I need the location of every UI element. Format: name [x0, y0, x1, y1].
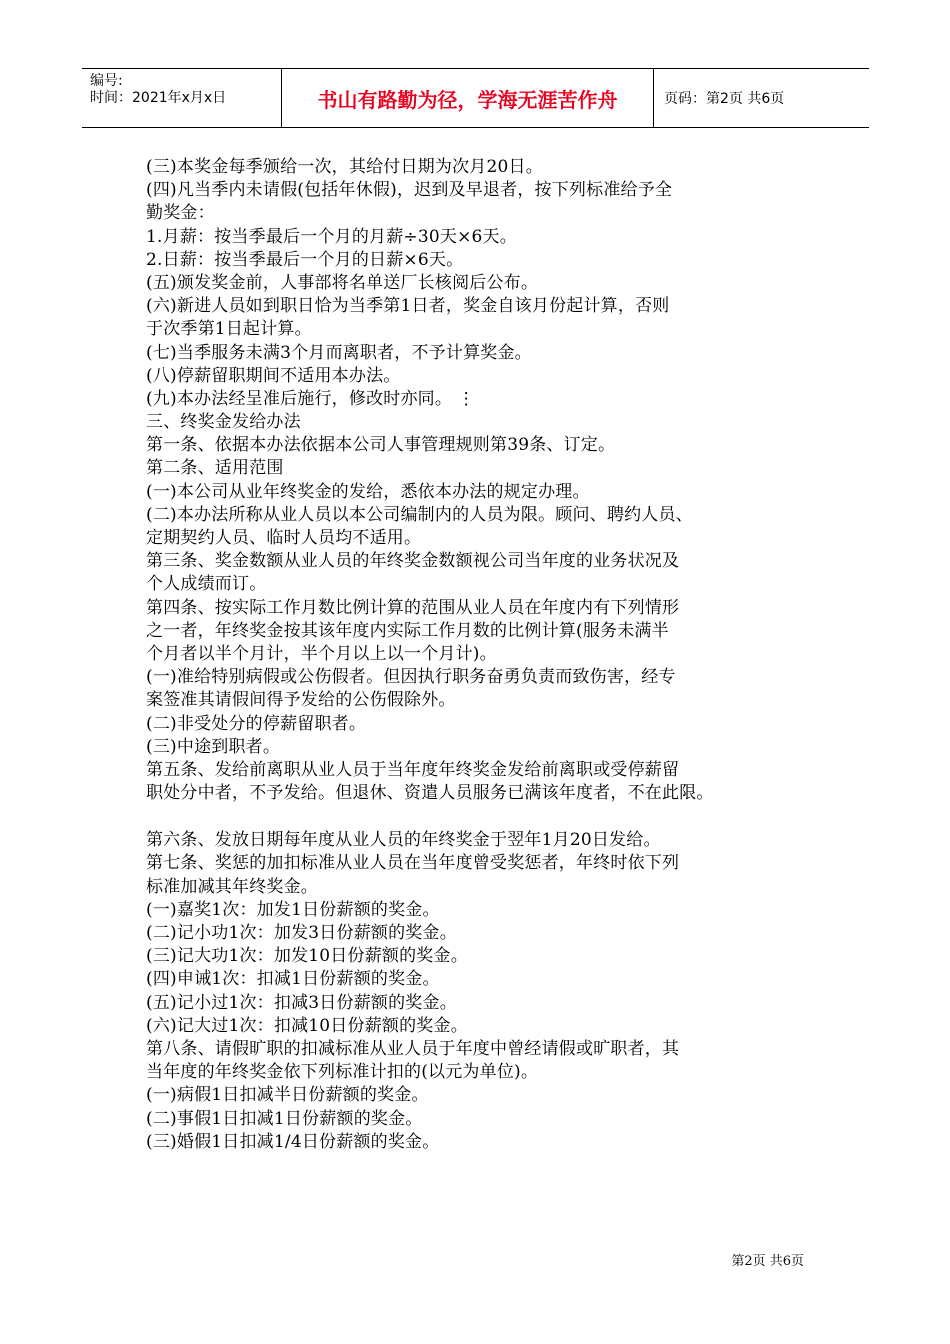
text-block-b: [146, 829, 816, 1154]
text-line: 个人成绩而订。: [146, 574, 267, 595]
text-line: 第五条、发给前离职从业人员于当年度年终奖金发给前离职或受停薪留: [146, 759, 680, 780]
text-line: (三)婚假1日扣减1/4日份薪额的奖金。: [146, 1131, 440, 1152]
text-line: (三)中途到职者。: [146, 736, 281, 757]
text-line: (一)嘉奖1次：加发1日份薪额的奖金。: [146, 899, 440, 920]
text-line: 个月者以半个月计，半个月以上以一个月计)。: [146, 643, 497, 664]
text-line: 2.日薪：按当季最后一个月的日薪×6天。: [146, 249, 464, 270]
text-block-a: [146, 156, 816, 805]
text-line: (四)凡当季内未请假(包括年休假)，迟到及早退者，按下列标准给予全: [146, 180, 673, 201]
header-meta: [82, 69, 282, 127]
text-line: 于次季第1日起计算。: [146, 319, 312, 340]
text-line: (二)本办法所称从业人员以本公司编制内的人员为限。顾问、聘约人员、: [146, 504, 693, 525]
text-line: (九)本办法经呈准后施行，修改时亦同。 ⋮: [146, 388, 475, 409]
text-line: 第三条、奖金数额从业人员的年终奖金数额视公司当年度的业务状况及: [146, 551, 680, 572]
text-line: (五)记小过1次：扣减3日份薪额的奖金。: [146, 992, 457, 1013]
text-line: 职处分中者，不予发给。但退休、资遣人员服务已满该年度者，不在此限。: [146, 783, 714, 804]
page-footer: 第2页 共6页: [731, 1254, 804, 1269]
text-line: (三)记大功1次：加发10日份薪额的奖金。: [146, 946, 468, 967]
text-line: (六)新进人员如到职日恰为当季第1日者，奖金自该月份起计算，否则: [146, 296, 670, 317]
document-body: [146, 156, 816, 1154]
header-motto: 书山有路勤为径，学海无涯苦作舟: [282, 69, 654, 127]
text-line: (五)颁发奖金前，人事部将名单送厂长核阅后公布。: [146, 272, 539, 293]
text-line: 第二条、适用范围: [146, 458, 284, 479]
header-page-number: 页码：第2页 共6页: [664, 91, 785, 107]
text-line: 1.月薪：按当季最后一个月的月薪÷30天×6天。: [146, 226, 517, 247]
text-line: (一)准给特别病假或公伤假者。但因执行职务奋勇负责而致伤害，经专: [146, 667, 676, 688]
code-label: 编号:: [90, 73, 123, 89]
text-line: 之一者，年终奖金按其该年度内实际工作月数的比例计算(服务未满半: [146, 620, 669, 641]
text-line: 第七条、奖惩的加扣标准从业人员在当年度曾受奖惩者，年终时依下列: [146, 853, 680, 874]
text-line: (二)记小功1次：加发3日份薪额的奖金。: [146, 923, 457, 943]
text-line: (一)本公司从业年终奖金的发给，悉依本办法的规定办理。: [146, 481, 590, 502]
text-line: 勤奖金：: [146, 203, 215, 224]
text-line: (六)记大过1次：扣减10日份薪额的奖金。: [146, 1015, 468, 1036]
text-line: 第一条、依据本办法依据本公司人事管理规则第39条、订定。: [146, 435, 616, 456]
time-label: 时间：2021年x月x日: [90, 90, 227, 106]
text-line: 三、终奖金发给办法: [146, 412, 301, 433]
text-line: (一)病假1日扣减半日份薪额的奖金。: [146, 1085, 429, 1106]
text-line: 案签准其请假间得予发给的公伤假除外。: [146, 690, 456, 711]
text-line: 定期契约人员、临时人员均不适用。: [146, 528, 422, 548]
text-line: (二)非受处分的停薪留职者。: [146, 713, 367, 734]
text-line: (三)本奖金每季颁给一次，其给付日期为次月20日。: [146, 157, 543, 177]
text-line: (八)停薪留职期间不适用本办法。: [146, 365, 401, 386]
text-line: (四)申诫1次：扣减1日份薪额的奖金。: [146, 969, 440, 990]
paragraph-gap: [146, 805, 816, 829]
text-line: 第四条、按实际工作月数比例计算的范围从业人员在年度内有下列情形: [146, 597, 680, 618]
text-line: 标准加减其年终奖金。: [146, 876, 318, 897]
text-line: 当年度的年终奖金依下列标准计扣的(以元为单位)。: [146, 1062, 539, 1083]
text-line: (二)事假1日扣减1日份薪额的奖金。: [146, 1108, 423, 1129]
text-line: 第八条、请假旷职的扣减标准从业人员于年度中曾经请假或旷职者，其: [146, 1038, 680, 1059]
text-line: (七)当季服务未满3个月而离职者，不予计算奖金。: [146, 342, 532, 363]
text-line: 第六条、发放日期每年度从业人员的年终奖金于翌年1月20日发给。: [146, 830, 661, 851]
page-header: [82, 68, 869, 128]
